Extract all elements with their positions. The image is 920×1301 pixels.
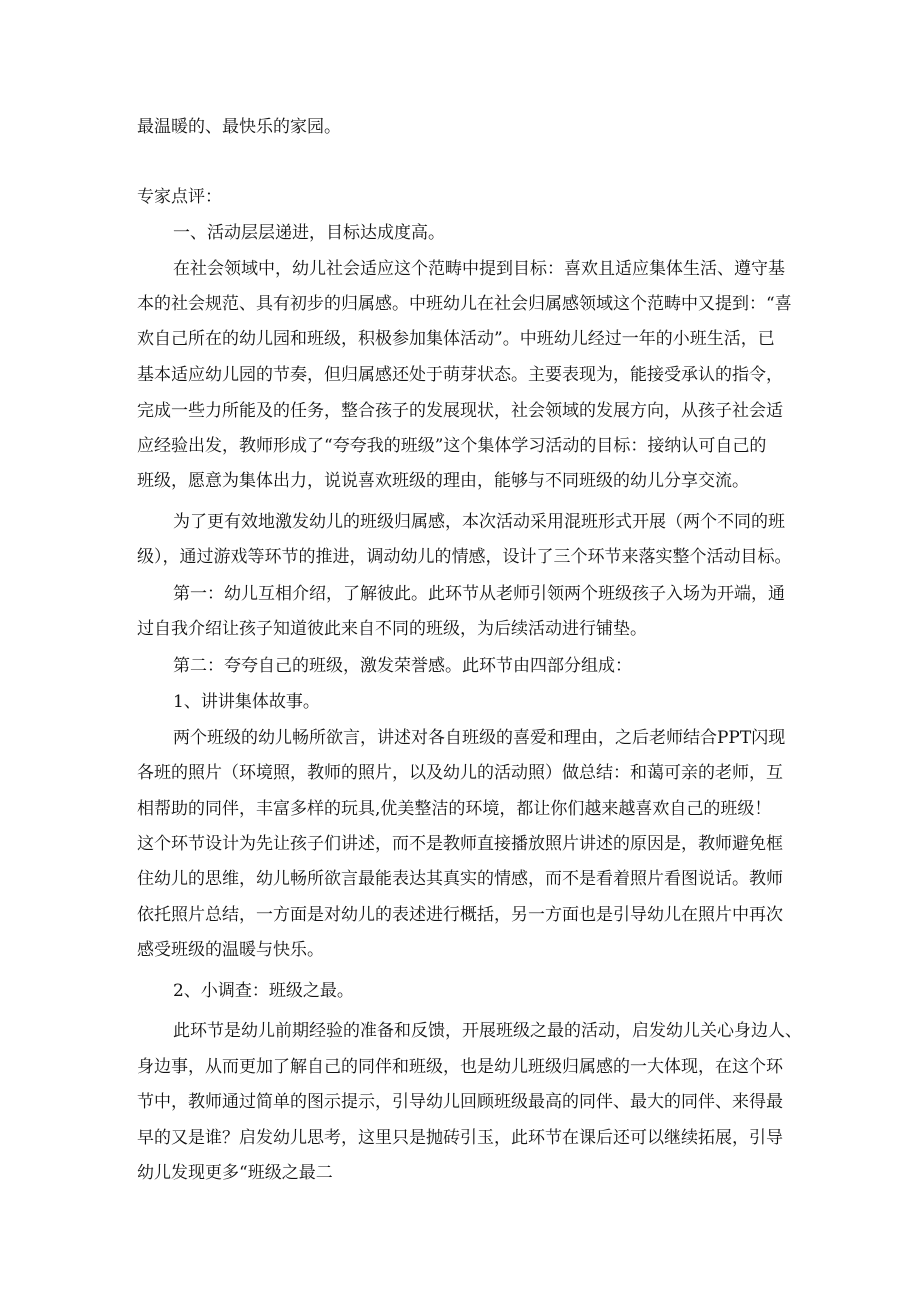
paragraph-line: 相帮助的同伴，丰富多样的玩具,优美整洁的环境，都让你们越来越喜欢自己的班级！ <box>137 799 772 819</box>
paragraph-line: 此环节是幼儿前期经验的准备和反馈，开展班级之最的活动，启发幼儿关心身边人、 <box>173 1021 802 1041</box>
paragraph-line: 这个环节设计为先让孩子们讲述，而不是教师直接播放照片讲述的原因是，教师避免框 <box>137 834 783 854</box>
paragraph-line: 应经验出发，教师形成了“夸夸我的班级”这个集体学习活动的目标：接纳认可自己的 <box>137 436 767 456</box>
paragraph-line: 第一：幼儿互相介绍，了解彼此。此环节从老师引领两个班级孩子入场为开端，通 <box>173 584 785 604</box>
section-heading: 专家点评： <box>137 187 222 207</box>
paragraph-line: 本的社会规范、具有初步的归属感。中班幼儿在社会归属感领域这个范畴中又提到：“喜 <box>137 294 792 314</box>
paragraph-line: 欢自己所在的幼儿园和班级，积极参加集体活动”。中班幼儿经过一年的小班生活，已 <box>137 329 775 349</box>
paragraph-line: 为了更有效地激发幼儿的班级归属感，本次活动采用混班形式开展（两个不同的班 <box>173 512 785 532</box>
paragraph-line: 身边事，从而更加了解自己的同伴和班级，也是幼儿班级归属感的一大体现，在这个环 <box>137 1057 783 1077</box>
paragraph-line: 各班的照片（环境照，教师的照片，以及幼儿的活动照）做总结：和蔼可亲的老师，互 <box>137 763 783 783</box>
paragraph-line: 过自我介绍让孩子知道彼此来自不同的班级，为后续活动进行铺垫。 <box>137 619 647 639</box>
paragraph-line: 感受班级的温暖与快乐。 <box>137 940 324 960</box>
paragraph-line: 早的又是谁？启发幼儿思考，这里只是抛砖引玉，此环节在课后还可以继续拓展，引导 <box>137 1128 783 1148</box>
paragraph-line: 班级，愿意为集体出力，说说喜欢班级的理由，能够与不同班级的幼儿分享交流。 <box>137 471 749 491</box>
paragraph-line: 幼儿发现更多“班级之最二 <box>137 1163 333 1183</box>
paragraph-line: 在社会领域中，幼儿社会适应这个范畴中提到目标：喜欢且适应集体生活、遵守基 <box>173 259 785 279</box>
paragraph-line: 第二：夸夸自己的班级，激发荣誉感。此环节由四部分组成： <box>173 656 632 676</box>
paragraph-line: 级），通过游戏等环节的推进，调动幼儿的情感，设计了三个环节来落实整个活动目标。 <box>137 547 792 567</box>
paragraph-line: 两个班级的幼儿畅所欲言，讲述对各自班级的喜爱和理由，之后老师结合PPT闪现 <box>173 728 786 748</box>
paragraph-line: 依托照片总结，一方面是对幼儿的表述进行概括，另一方面也是引导幼儿在照片中再次 <box>137 905 783 925</box>
paragraph-line: 基本适应幼儿园的节奏，但归属感还处于萌芽状态。主要表现为，能接受承认的指令， <box>137 365 783 385</box>
paragraph-line: 住幼儿的思维，幼儿畅所欲言最能表达其真实的情感，而不是看着照片看图说话。教师 <box>137 869 783 889</box>
text-line: 最温暖的、最快乐的家园。 <box>137 117 341 137</box>
list-item-heading: 1、讲讲集体故事。 <box>173 692 320 712</box>
subheading: 一、活动层层递进，目标达成度高。 <box>173 223 445 243</box>
paragraph-line: 完成一些力所能及的任务，整合孩子的发展现状，社会领域的发展方向，从孩子社会适 <box>137 401 783 421</box>
list-item-heading: 2、小调查：班级之最。 <box>173 981 354 1001</box>
paragraph-line: 节中，教师通过简单的图示提示，引导幼儿回顾班级最高的同伴、最大的同伴、来得最 <box>137 1092 783 1112</box>
